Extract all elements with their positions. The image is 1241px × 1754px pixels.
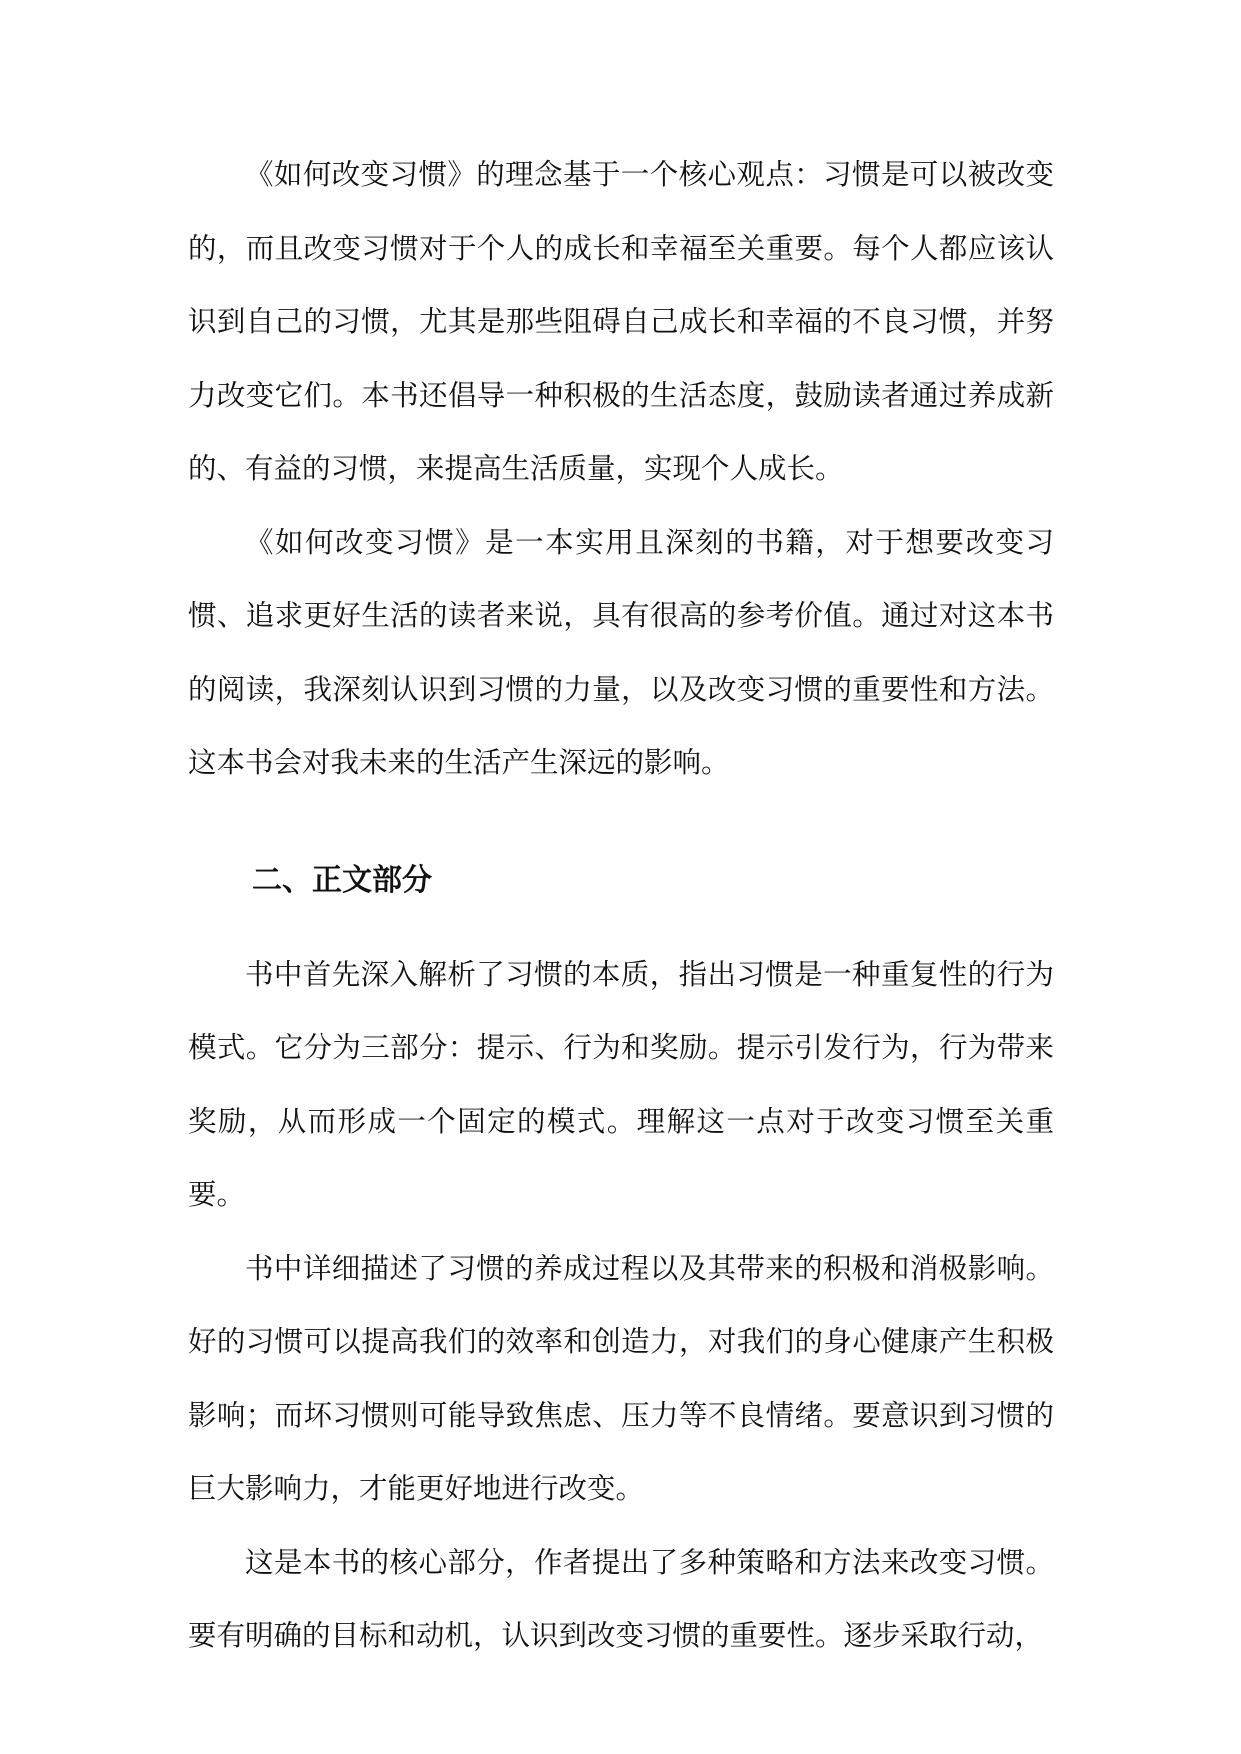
paragraph-book-value: 《如何改变习惯》是一本实用且深刻的书籍，对于想要改变习惯、追求更好生活的读者来说，具有很高的参考价值。通过对这本书的阅读，我深刻认识到习惯的力量，以及改变习惯的重要性和方法。这本书会对我未来的生活产生深远的影响。 <box>188 525 1054 779</box>
paragraph-core-idea: 《如何改变习惯》的理念基于一个核心观点：习惯是可以被改变的，而且改变习惯对于个人的成长和幸福至关重要。每个人都应该认识到自己的习惯，尤其是那些阻碍自己成长和幸福的不良习惯，并努力改变它们。本书还倡导一种积极的生活态度，鼓励读者通过养成新的、有益的习惯，来提高生活质量，实现个人成长。 <box>188 158 1054 485</box>
text-column <box>188 138 1054 1673</box>
paragraph-habit-nature: 书中首先深入解析了习惯的本质，指出习惯是一种重复性的行为模式。它分为三部分：提示、行为和奖励。提示引发行为，行为带来奖励，从而形成一个固定的模式。理解这一点对于改变习惯至关重要。 <box>188 957 1054 1211</box>
section-heading: 二、正文部分 <box>252 862 432 898</box>
paragraph-habit-impact: 书中详细描述了习惯的养成过程以及其带来的积极和消极影响。好的习惯可以提高我们的效率和创造力，对我们的身心健康产生积极影响；而坏习惯则可能导致焦虑、压力等不良情绪。要意识到习惯的巨大影响力，才能更好地进行改变。 <box>188 1251 1054 1505</box>
paragraph-core-strategies: 这是本书的核心部分，作者提出了多种策略和方法来改变习惯。要有明确的目标和动机，认识到改变习惯的重要性。逐步采取行动， <box>188 1545 1054 1652</box>
